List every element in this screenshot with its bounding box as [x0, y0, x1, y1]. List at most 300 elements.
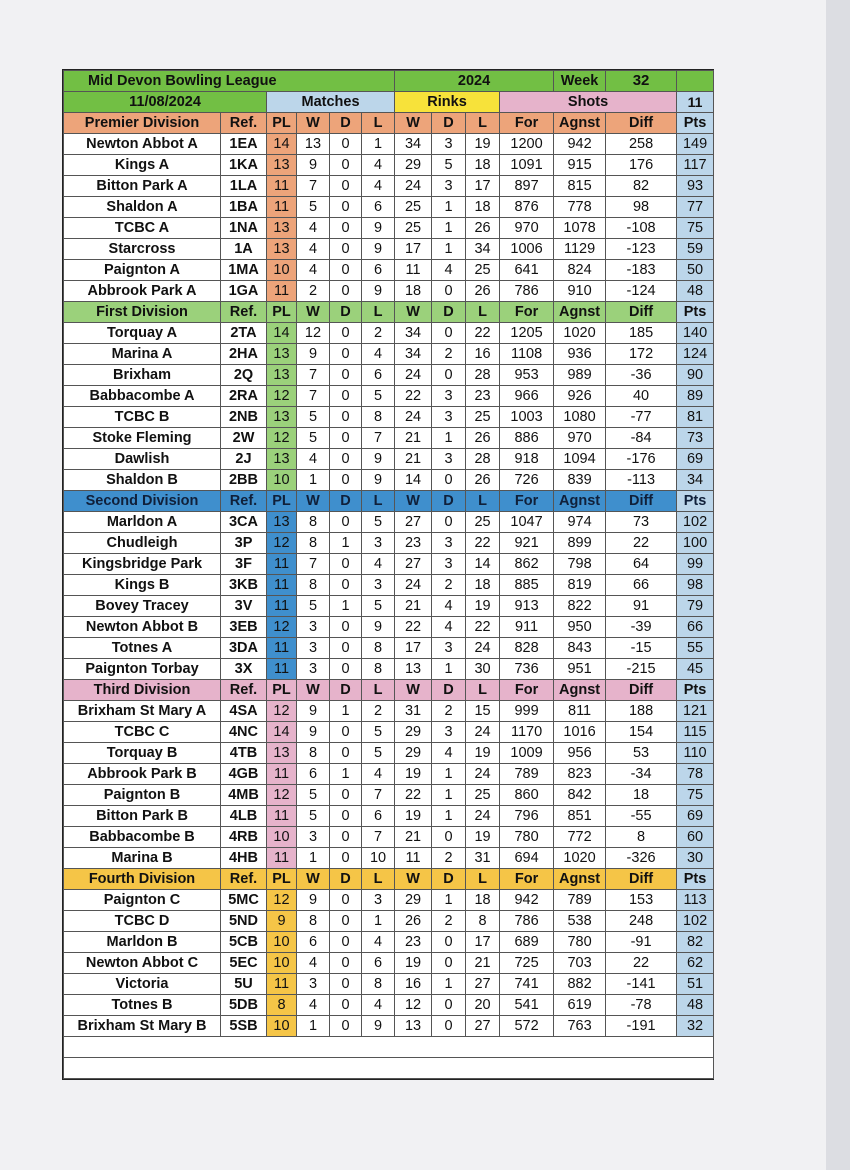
cell-w: 4: [297, 239, 330, 260]
cell-ref: 3KB: [221, 575, 267, 596]
cell-l: 6: [362, 260, 395, 281]
team-name: TCBC D: [64, 911, 221, 932]
team-row: [64, 323, 714, 344]
cell-rd: 0: [432, 323, 466, 344]
team-row: [64, 659, 714, 680]
cell-d: 0: [330, 386, 362, 407]
column-header-for: For: [500, 302, 554, 323]
cell-for: 786: [500, 911, 554, 932]
cell-l: 8: [362, 659, 395, 680]
cell-rl: 24: [466, 722, 500, 743]
cell-w: 8: [297, 743, 330, 764]
column-header-pl: PL: [267, 113, 297, 134]
cell-pl: 11: [267, 596, 297, 617]
column-header-agnst: Agnst: [554, 113, 606, 134]
league-table-sheet: [62, 69, 714, 1080]
column-header-pl: PL: [267, 302, 297, 323]
team-row: [64, 218, 714, 239]
cell-ref: 4HB: [221, 848, 267, 869]
cell-d: 0: [330, 512, 362, 533]
column-header-diff: Diff: [606, 491, 677, 512]
cell-for: 886: [500, 428, 554, 449]
cell-for: 736: [500, 659, 554, 680]
cell-w: 3: [297, 638, 330, 659]
cell-ref: 1KA: [221, 155, 267, 176]
team-row: [64, 533, 714, 554]
column-header-l: L: [362, 302, 395, 323]
cell-pts: 51: [677, 974, 714, 995]
cell-rl: 27: [466, 1016, 500, 1037]
cell-d: 0: [330, 344, 362, 365]
cell-rl: 22: [466, 323, 500, 344]
cell-d: 0: [330, 176, 362, 197]
team-row: [64, 449, 714, 470]
cell-rw: 18: [395, 281, 432, 302]
cell-l: 6: [362, 806, 395, 827]
cell-ref: 5EC: [221, 953, 267, 974]
cell-pts: 45: [677, 659, 714, 680]
cell-w: 5: [297, 428, 330, 449]
table-date: 11/08/2024: [64, 92, 267, 113]
team-name: Kings B: [64, 575, 221, 596]
cell-rw: 24: [395, 575, 432, 596]
cell-rl: 19: [466, 596, 500, 617]
title-pts-blank: [677, 71, 714, 92]
column-header-ref: Ref.: [221, 680, 267, 701]
cell-rw: 13: [395, 1016, 432, 1037]
cell-d: 0: [330, 407, 362, 428]
cell-l: 4: [362, 176, 395, 197]
team-name: Newton Abbot C: [64, 953, 221, 974]
cell-w: 4: [297, 218, 330, 239]
cell-ref: 5CB: [221, 932, 267, 953]
cell-agnst: 951: [554, 659, 606, 680]
column-header-agnst: Agnst: [554, 491, 606, 512]
cell-rl: 15: [466, 701, 500, 722]
cell-ref: 2BB: [221, 470, 267, 491]
cell-agnst: 974: [554, 512, 606, 533]
cell-l: 5: [362, 596, 395, 617]
cell-rd: 2: [432, 911, 466, 932]
title-row: [64, 71, 714, 92]
cell-ref: 5SB: [221, 1016, 267, 1037]
cell-rl: 22: [466, 617, 500, 638]
cell-pts: 69: [677, 806, 714, 827]
cell-l: 9: [362, 617, 395, 638]
cell-pts: 100: [677, 533, 714, 554]
column-header-d: D: [330, 113, 362, 134]
cell-pl: 11: [267, 638, 297, 659]
team-name: TCBC A: [64, 218, 221, 239]
cell-pts: 110: [677, 743, 714, 764]
team-name: Dawlish: [64, 449, 221, 470]
cell-rd: 4: [432, 617, 466, 638]
shots-header: Shots: [500, 92, 677, 113]
cell-rw: 14: [395, 470, 432, 491]
cell-diff: -141: [606, 974, 677, 995]
cell-ref: 5MC: [221, 890, 267, 911]
cell-rd: 0: [432, 995, 466, 1016]
cell-rw: 29: [395, 722, 432, 743]
cell-ref: 5U: [221, 974, 267, 995]
cell-d: 0: [330, 197, 362, 218]
cell-w: 9: [297, 722, 330, 743]
cell-pl: 12: [267, 617, 297, 638]
team-name: Marldon B: [64, 932, 221, 953]
column-header-pts: Pts: [677, 113, 714, 134]
cell-w: 8: [297, 512, 330, 533]
cell-l: 9: [362, 470, 395, 491]
cell-pl: 13: [267, 239, 297, 260]
cell-for: 970: [500, 218, 554, 239]
column-header-l: L: [362, 869, 395, 890]
cell-rd: 5: [432, 155, 466, 176]
division-name: First Division: [64, 302, 221, 323]
cell-ref: 4SA: [221, 701, 267, 722]
cell-rl: 34: [466, 239, 500, 260]
cell-l: 4: [362, 155, 395, 176]
cell-w: 7: [297, 386, 330, 407]
blank-cell: [64, 1037, 714, 1058]
cell-diff: -36: [606, 365, 677, 386]
cell-diff: 40: [606, 386, 677, 407]
cell-for: 876: [500, 197, 554, 218]
cell-rd: 3: [432, 554, 466, 575]
column-header-pts: Pts: [677, 869, 714, 890]
cell-ref: 1LA: [221, 176, 267, 197]
cell-rd: 0: [432, 281, 466, 302]
cell-w: 3: [297, 827, 330, 848]
cell-l: 3: [362, 890, 395, 911]
team-name: Babbacombe B: [64, 827, 221, 848]
column-header-agnst: Agnst: [554, 869, 606, 890]
cell-diff: -78: [606, 995, 677, 1016]
cell-rl: 16: [466, 344, 500, 365]
cell-diff: 153: [606, 890, 677, 911]
cell-agnst: 899: [554, 533, 606, 554]
cell-pl: 11: [267, 575, 297, 596]
cell-diff: 172: [606, 344, 677, 365]
cell-l: 4: [362, 995, 395, 1016]
cell-for: 1108: [500, 344, 554, 365]
cell-rd: 3: [432, 407, 466, 428]
column-header-rd: D: [432, 113, 466, 134]
cell-for: 789: [500, 764, 554, 785]
cell-pl: 13: [267, 512, 297, 533]
cell-pts: 75: [677, 218, 714, 239]
team-name: Marina A: [64, 344, 221, 365]
division-header-row: [64, 680, 714, 701]
team-row: [64, 743, 714, 764]
cell-ref: 4MB: [221, 785, 267, 806]
column-header-d: D: [330, 869, 362, 890]
column-header-agnst: Agnst: [554, 680, 606, 701]
cell-d: 0: [330, 1016, 362, 1037]
cell-pl: 12: [267, 701, 297, 722]
cell-rw: 34: [395, 134, 432, 155]
cell-agnst: 1020: [554, 848, 606, 869]
team-row: [64, 197, 714, 218]
team-name: Abbrook Park B: [64, 764, 221, 785]
cell-d: 0: [330, 554, 362, 575]
cell-for: 911: [500, 617, 554, 638]
team-name: Totnes B: [64, 995, 221, 1016]
cell-rw: 21: [395, 827, 432, 848]
column-header-diff: Diff: [606, 680, 677, 701]
cell-rl: 24: [466, 764, 500, 785]
cell-rd: 2: [432, 848, 466, 869]
column-header-ref: Ref.: [221, 113, 267, 134]
cell-agnst: 789: [554, 890, 606, 911]
cell-ref: 3P: [221, 533, 267, 554]
cell-d: 0: [330, 134, 362, 155]
team-name: Kings A: [64, 155, 221, 176]
cell-d: 0: [330, 995, 362, 1016]
team-row: [64, 281, 714, 302]
cell-rd: 1: [432, 974, 466, 995]
cell-for: 796: [500, 806, 554, 827]
cell-pl: 11: [267, 554, 297, 575]
cell-for: 694: [500, 848, 554, 869]
cell-rd: 3: [432, 638, 466, 659]
cell-rd: 2: [432, 344, 466, 365]
cell-ref: 2W: [221, 428, 267, 449]
cell-pl: 11: [267, 974, 297, 995]
cell-diff: 188: [606, 701, 677, 722]
cell-agnst: 942: [554, 134, 606, 155]
cell-rd: 1: [432, 659, 466, 680]
cell-for: 966: [500, 386, 554, 407]
cell-for: 942: [500, 890, 554, 911]
cell-pts: 60: [677, 827, 714, 848]
cell-w: 9: [297, 344, 330, 365]
cell-pts: 102: [677, 512, 714, 533]
cell-l: 10: [362, 848, 395, 869]
cell-diff: 66: [606, 575, 677, 596]
team-row: [64, 848, 714, 869]
cell-ref: 1EA: [221, 134, 267, 155]
cell-agnst: 703: [554, 953, 606, 974]
cell-rd: 0: [432, 470, 466, 491]
cell-pl: 13: [267, 218, 297, 239]
cell-for: 921: [500, 533, 554, 554]
cell-diff: 73: [606, 512, 677, 533]
cell-pl: 13: [267, 743, 297, 764]
team-name: Marldon A: [64, 512, 221, 533]
cell-l: 9: [362, 1016, 395, 1037]
cell-d: 0: [330, 827, 362, 848]
cell-pts: 34: [677, 470, 714, 491]
cell-for: 828: [500, 638, 554, 659]
cell-rw: 23: [395, 533, 432, 554]
team-row: [64, 365, 714, 386]
team-row: [64, 155, 714, 176]
cell-rl: 27: [466, 974, 500, 995]
league-table: [63, 70, 714, 1079]
cell-pts: 78: [677, 764, 714, 785]
division-name: Second Division: [64, 491, 221, 512]
cell-agnst: 1016: [554, 722, 606, 743]
cell-l: 6: [362, 197, 395, 218]
cell-rd: 1: [432, 239, 466, 260]
cell-pts: 98: [677, 575, 714, 596]
team-row: [64, 995, 714, 1016]
cell-d: 0: [330, 449, 362, 470]
cell-ref: 2TA: [221, 323, 267, 344]
cell-agnst: 1020: [554, 323, 606, 344]
cell-d: 0: [330, 260, 362, 281]
cell-diff: 91: [606, 596, 677, 617]
team-name: Brixham St Mary B: [64, 1016, 221, 1037]
cell-ref: 5DB: [221, 995, 267, 1016]
cell-for: 689: [500, 932, 554, 953]
team-name: Newton Abbot B: [64, 617, 221, 638]
column-header-pts: Pts: [677, 302, 714, 323]
cell-w: 6: [297, 764, 330, 785]
team-row: [64, 974, 714, 995]
cell-rw: 25: [395, 218, 432, 239]
cell-for: 918: [500, 449, 554, 470]
cell-agnst: 778: [554, 197, 606, 218]
cell-l: 7: [362, 827, 395, 848]
cell-diff: -326: [606, 848, 677, 869]
team-name: Newton Abbot A: [64, 134, 221, 155]
cell-w: 7: [297, 365, 330, 386]
cell-rl: 26: [466, 281, 500, 302]
cell-rl: 19: [466, 743, 500, 764]
blank-row: [64, 1058, 714, 1079]
cell-rd: 0: [432, 932, 466, 953]
cell-agnst: 843: [554, 638, 606, 659]
cell-w: 4: [297, 449, 330, 470]
column-header-d: D: [330, 491, 362, 512]
cell-rw: 34: [395, 344, 432, 365]
cell-l: 4: [362, 344, 395, 365]
cell-agnst: 1129: [554, 239, 606, 260]
column-header-for: For: [500, 869, 554, 890]
cell-for: 780: [500, 827, 554, 848]
team-row: [64, 239, 714, 260]
team-row: [64, 890, 714, 911]
cell-w: 9: [297, 155, 330, 176]
cell-diff: -183: [606, 260, 677, 281]
cell-w: 6: [297, 932, 330, 953]
cell-ref: 4NC: [221, 722, 267, 743]
cell-ref: 3DA: [221, 638, 267, 659]
cell-d: 0: [330, 155, 362, 176]
cell-rw: 11: [395, 260, 432, 281]
column-header-pl: PL: [267, 680, 297, 701]
cell-pts: 32: [677, 1016, 714, 1037]
cell-w: 9: [297, 890, 330, 911]
column-header-agnst: Agnst: [554, 302, 606, 323]
column-header-pts: Pts: [677, 491, 714, 512]
cell-diff: -34: [606, 764, 677, 785]
cell-ref: 4LB: [221, 806, 267, 827]
cell-l: 2: [362, 701, 395, 722]
cell-rw: 29: [395, 155, 432, 176]
cell-for: 572: [500, 1016, 554, 1037]
team-name: Marina B: [64, 848, 221, 869]
cell-rd: 4: [432, 596, 466, 617]
cell-ref: 3X: [221, 659, 267, 680]
cell-agnst: 1078: [554, 218, 606, 239]
cell-agnst: 882: [554, 974, 606, 995]
cell-for: 1170: [500, 722, 554, 743]
pts-group-value: 11: [677, 92, 714, 113]
cell-agnst: 950: [554, 617, 606, 638]
cell-rd: 4: [432, 260, 466, 281]
cell-d: 1: [330, 701, 362, 722]
cell-agnst: 823: [554, 764, 606, 785]
cell-d: 0: [330, 806, 362, 827]
cell-rd: 3: [432, 176, 466, 197]
cell-rd: 3: [432, 533, 466, 554]
cell-pts: 59: [677, 239, 714, 260]
division-header-row: [64, 302, 714, 323]
team-row: [64, 617, 714, 638]
cell-rl: 24: [466, 806, 500, 827]
cell-d: 0: [330, 575, 362, 596]
cell-l: 9: [362, 239, 395, 260]
cell-w: 5: [297, 596, 330, 617]
cell-rw: 26: [395, 911, 432, 932]
team-row: [64, 638, 714, 659]
cell-pts: 140: [677, 323, 714, 344]
cell-w: 8: [297, 911, 330, 932]
cell-rl: 18: [466, 155, 500, 176]
cell-l: 5: [362, 512, 395, 533]
cell-ref: 2J: [221, 449, 267, 470]
column-header-pl: PL: [267, 491, 297, 512]
column-header-rd: D: [432, 680, 466, 701]
cell-ref: 3F: [221, 554, 267, 575]
cell-for: 1047: [500, 512, 554, 533]
cell-diff: -113: [606, 470, 677, 491]
team-name: Bitton Park B: [64, 806, 221, 827]
cell-pl: 8: [267, 995, 297, 1016]
division-header-row: [64, 869, 714, 890]
column-header-rd: D: [432, 302, 466, 323]
team-row: [64, 827, 714, 848]
cell-rl: 8: [466, 911, 500, 932]
cell-pts: 149: [677, 134, 714, 155]
cell-diff: 64: [606, 554, 677, 575]
cell-diff: 8: [606, 827, 677, 848]
team-name: Victoria: [64, 974, 221, 995]
cell-for: 999: [500, 701, 554, 722]
cell-rw: 12: [395, 995, 432, 1016]
cell-pts: 102: [677, 911, 714, 932]
group-header-row: [64, 92, 714, 113]
team-name: Paignton B: [64, 785, 221, 806]
cell-w: 1: [297, 1016, 330, 1037]
cell-pts: 81: [677, 407, 714, 428]
cell-pts: 77: [677, 197, 714, 218]
column-header-ref: Ref.: [221, 869, 267, 890]
cell-rw: 22: [395, 785, 432, 806]
cell-pl: 9: [267, 911, 297, 932]
cell-for: 786: [500, 281, 554, 302]
cell-rl: 17: [466, 932, 500, 953]
column-header-rl: L: [466, 680, 500, 701]
team-name: Shaldon B: [64, 470, 221, 491]
cell-pts: 55: [677, 638, 714, 659]
cell-rl: 28: [466, 365, 500, 386]
cell-w: 1: [297, 470, 330, 491]
team-row: [64, 722, 714, 743]
cell-rw: 29: [395, 890, 432, 911]
